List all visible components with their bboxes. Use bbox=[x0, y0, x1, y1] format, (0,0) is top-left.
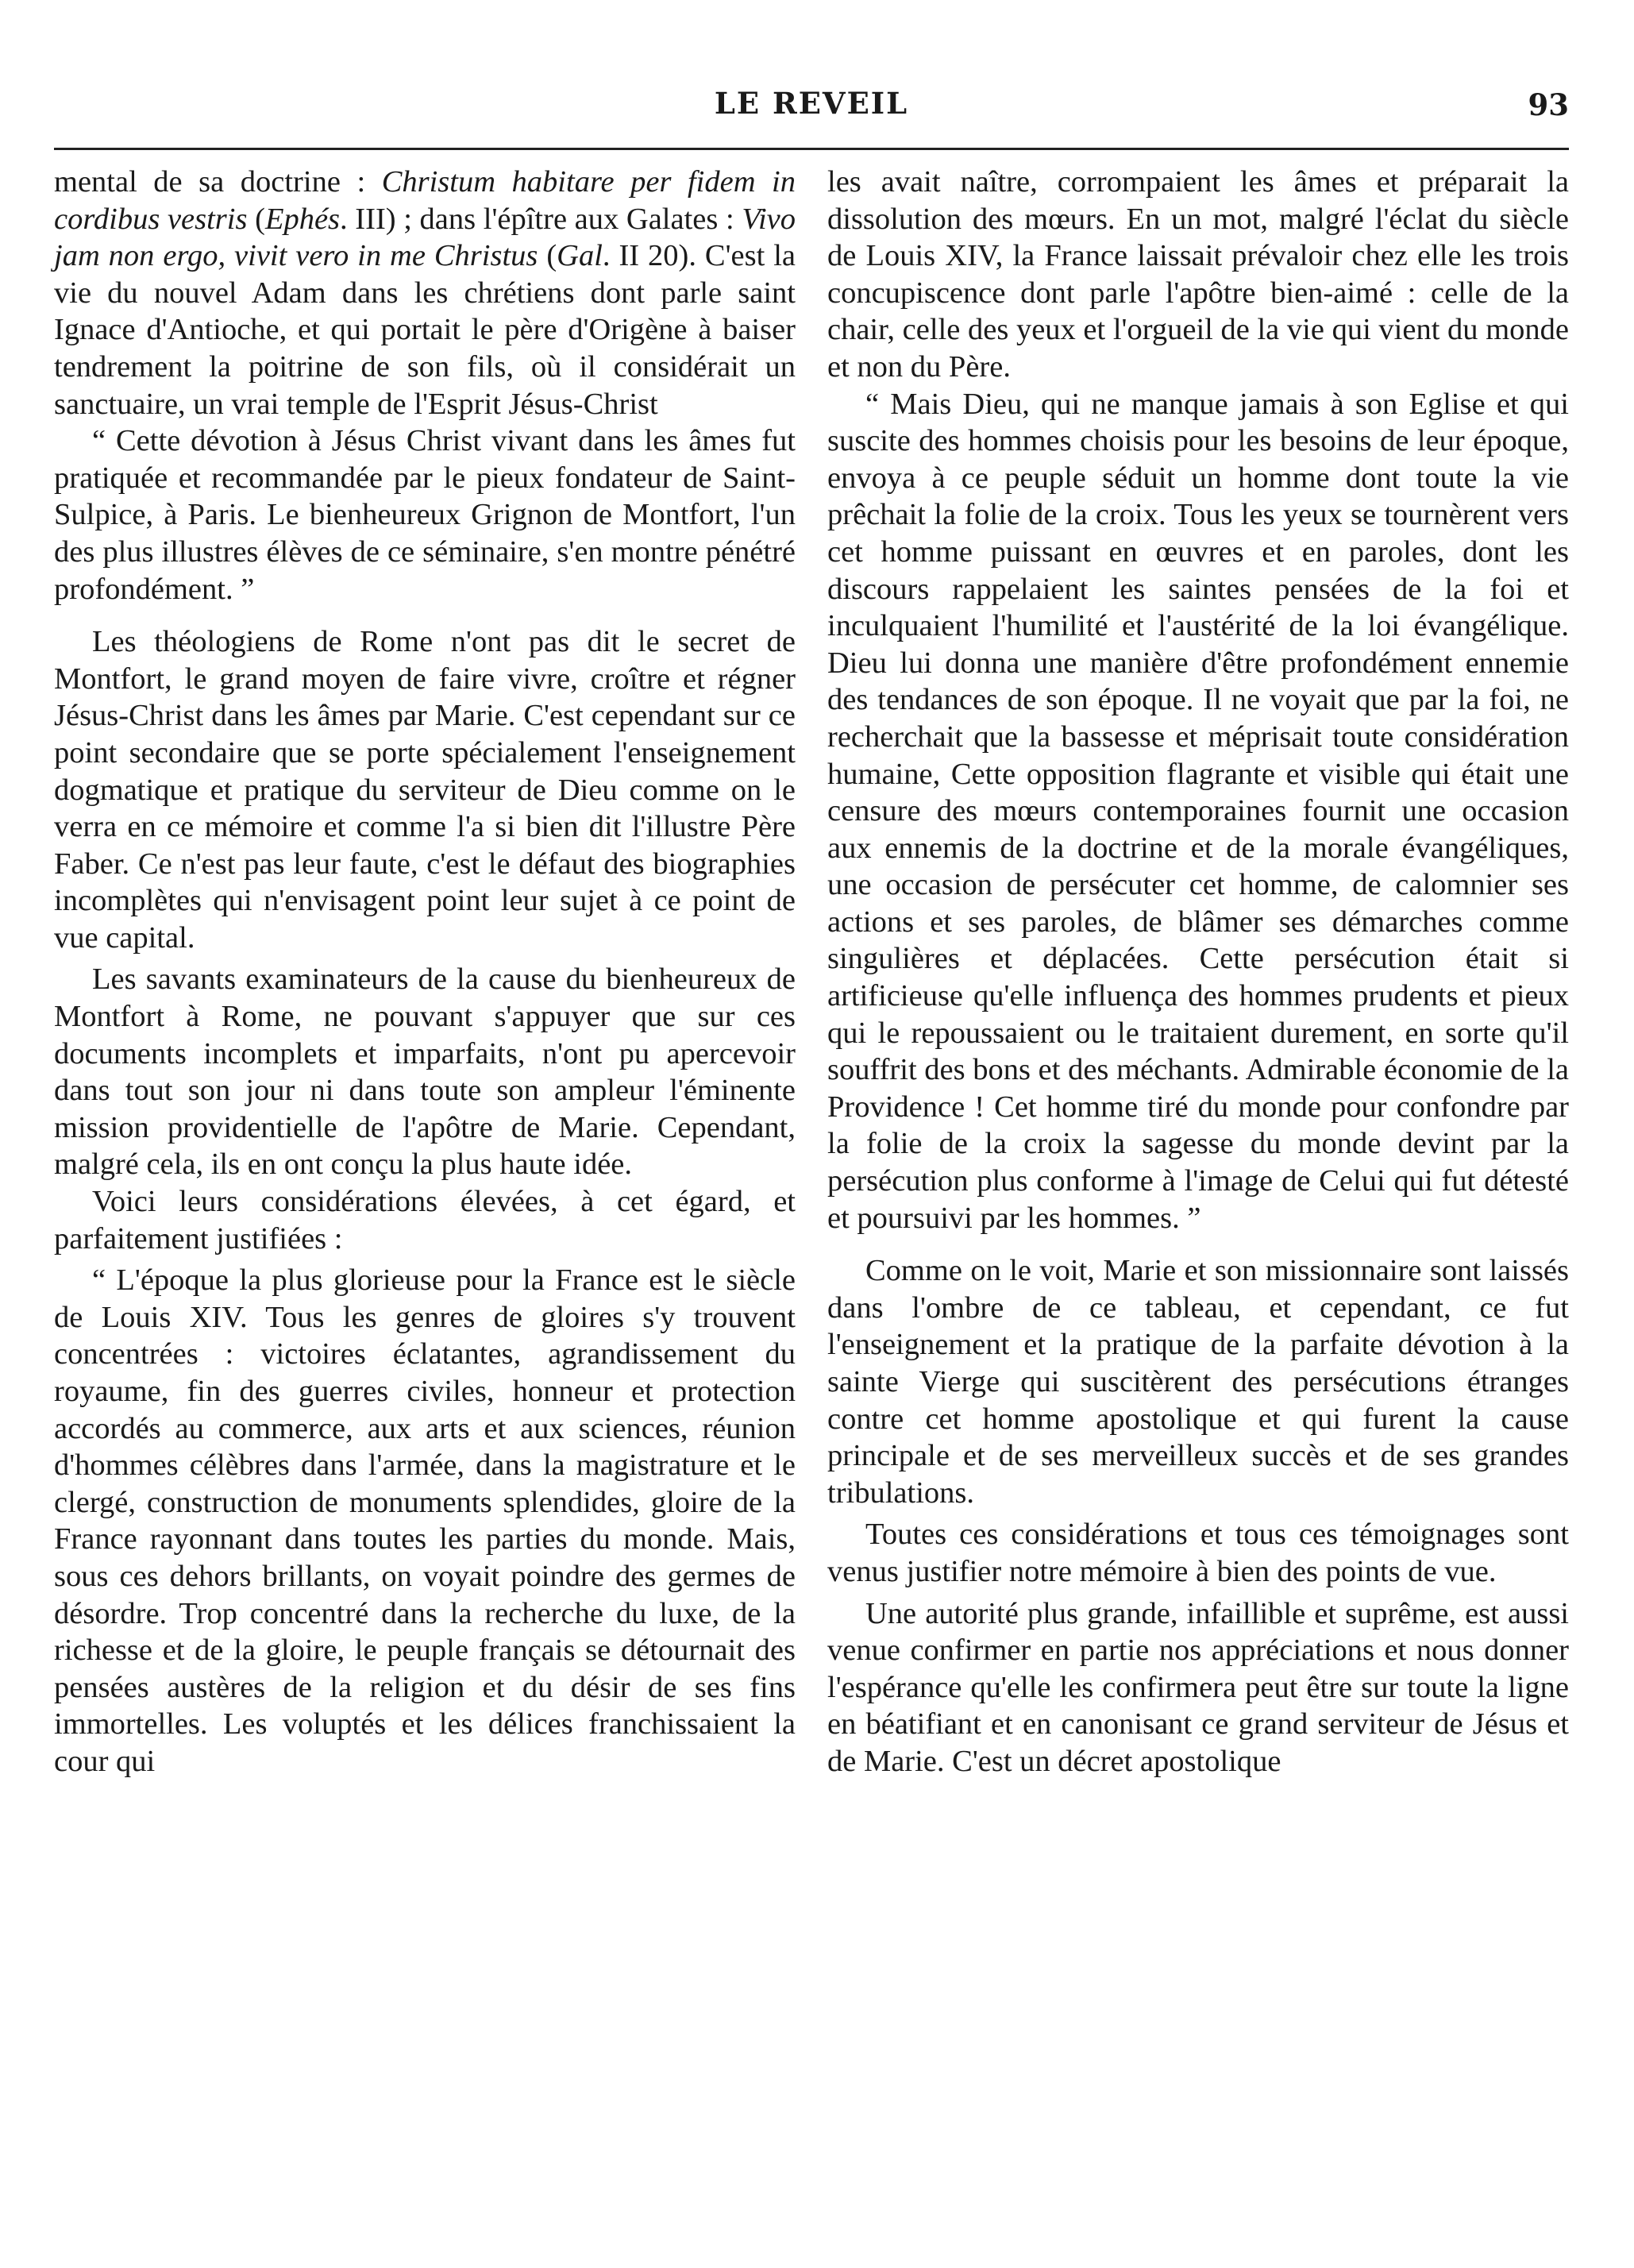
header-rule bbox=[54, 148, 1569, 150]
running-title: LE REVEIL bbox=[714, 86, 909, 121]
paragraph-left-5: Voici leurs considérations élevées, à cet égard, et parfaitement justifiées : bbox=[54, 1185, 796, 1256]
text-run: mental de sa doctrine : bbox=[54, 165, 382, 199]
page-header bbox=[54, 86, 1569, 133]
paragraph-left-4: Les savants examinateurs de la cause du bienheureux de Montfort à Rome, ne pouvant s'appuyer que sur ces documents incomplets et imparfaits, n'ont pu apercevoir dans tout son jour ni dans toute son ampleur l'éminente mission providentielle de l'apôtre de Marie. Cependant, malgré cela, ils en ont conçu la plus haute idée. bbox=[54, 962, 796, 1182]
text-run: . III) ; dans l'épître aux Galates : bbox=[340, 202, 742, 236]
page-number: 93 bbox=[1528, 87, 1569, 122]
text-run: ( bbox=[247, 202, 265, 236]
reference: Ephés bbox=[264, 202, 341, 236]
latin-quote: Vivo jam non ergo, vivit vero in me Christus bbox=[54, 202, 796, 273]
paragraph-left-2: “ Cette dévotion à Jésus Christ vivant dans les âmes fut pratiquée et recommandée par le pieux fondateur de Saint-Sulpice, à Paris. Le bienheureux Grignon de Montfort, l'un des plus illustres élèves de ce séminaire, s'en montre pénétré profondément. ” bbox=[54, 424, 796, 606]
paragraph-right-3: Comme on le voit, Marie et son missionnaire sont laissés dans l'ombre de ce tableau, et cependant, ce fut l'enseignement et la pratique de la parfaite dévotion à la sainte Vierge qui suscitèrent des persécutions étranges contre cet homme apostolique et qui furent la cause principale et de ses merveilleux succès et de ses grandes tribulations. bbox=[827, 1254, 1569, 1510]
text-run: ( bbox=[538, 239, 557, 273]
paragraph-right-4: Toutes ces considérations et tous ces témoignages sont venus justifier notre mémoire à bien des points de vue. bbox=[827, 1518, 1569, 1588]
latin-quote: Christum habitare per fidem in cordibus vestris bbox=[54, 165, 796, 236]
paragraph-right-5: Une autorité plus grande, infaillible et suprême, est aussi venue confirmer en partie nos appréciations et nous donner l'espérance qu'elle les confirmera peut être sur toute la ligne en béatifiant et en canonisant ce grand serviteur de Jésus et de Marie. C'est un décret apostolique bbox=[827, 1596, 1569, 1778]
paragraph-right-2: “ Mais Dieu, qui ne manque jamais à son Eglise et qui suscite des hommes choisis pour les besoins de leur époque, envoya à ce peuple séduit un homme dont toute la vie prêchait la folie de la croix. Tous les yeux se tournèrent vers cet homme puissant en œuvres et en paroles, dont les discours rappelaient les saintes pensées de la foi et inculquaient l'humilité et l'austérité de la loi évangélique. Dieu lui donna une manière d'être profondément ennemie des tendances de son époque. Il ne voyait que par la foi, ne recherchait que la bassesse et méprisait toute considération humaine, Cette opposition flagrante et visible qui était une censure des mœurs contemporaines fournit une occasion aux ennemis de la doctrine et de la morale évangéliques, une occasion de persécuter cet homme, de calomnier ses actions et ses paroles, de blâmer ses démarches comme singulières et déplacées. Cette persécution était si artificieuse qu'elle influença des hommes prudents et pieux qui le repoussaient ou le traitaient durement, en sorte qu'il souffrit des bons et des méchants. Admirable économie de la Providence ! Cet homme tiré du monde pour confondre par la folie de la croix la sagesse du monde devint par la persécution plus conforme à l'image de Celui qui fut détesté et poursuivi par les hommes. ” bbox=[827, 387, 1569, 1235]
right-column bbox=[827, 164, 1569, 1780]
left-column bbox=[54, 164, 796, 1780]
paragraph-left-1 bbox=[54, 164, 796, 422]
text-run: . II 20). C'est la vie du nouvel Adam dans les chrétiens dont parle saint Ignace d'Antioche, et qui portait le père d'Origène à baiser tendrement la poitrine de son fils, où il considérait un sanctuaire, un vrai temple de l'Esprit Jésus-Christ bbox=[54, 239, 796, 421]
paragraph-right-1: les avait naître, corrompaient les âmes et préparait la dissolution des mœurs. En un mot, malgré l'éclat du siècle de Louis XIV, la France laissait prévaloir chez elle les trois concupiscence dont parle l'apôtre bien-aimé : celle de la chair, celle des yeux et l'orgueil de la vie qui vient du monde et non du Père. bbox=[827, 165, 1569, 384]
paragraph-left-6: “ L'époque la plus glorieuse pour la France est le siècle de Louis XIV. Tous les genres de gloires s'y trouvent concentrées : victoires éclatantes, agrandissement du royaume, fin des guerres civiles, honneur et protection accordés au commerce, aux arts et aux sciences, réunion d'hommes célèbres dans l'armée, dans la magistrature et le clergé, construction de monuments splendides, gloire de la France rayonnant dans toutes les parties du monde. Mais, sous ces dehors brillants, on voyait poindre des germes de désordre. Trop concentré dans la recherche du luxe, de la richesse et de la gloire, le peuple français se détournait des pensées austères de la religion et du désir de ses fins immortelles. Les voluptés et les délices franchissaient la cour qui bbox=[54, 1263, 796, 1778]
paragraph-left-3: Les théologiens de Rome n'ont pas dit le secret de Montfort, le grand moyen de faire vivre, croître et régner Jésus-Christ dans les âmes par Marie. C'est cependant sur ce point secondaire que se porte spécialement l'enseignement dogmatique et pratique du serviteur de Dieu comme on le verra en ce mémoire et comme l'a si bien dit l'illustre Père Faber. Ce n'est pas leur faute, c'est le défaut des biographies incomplètes qui n'envisagent point leur sujet à ce point de vue capital. bbox=[54, 625, 796, 955]
reference: Gal bbox=[557, 239, 603, 273]
